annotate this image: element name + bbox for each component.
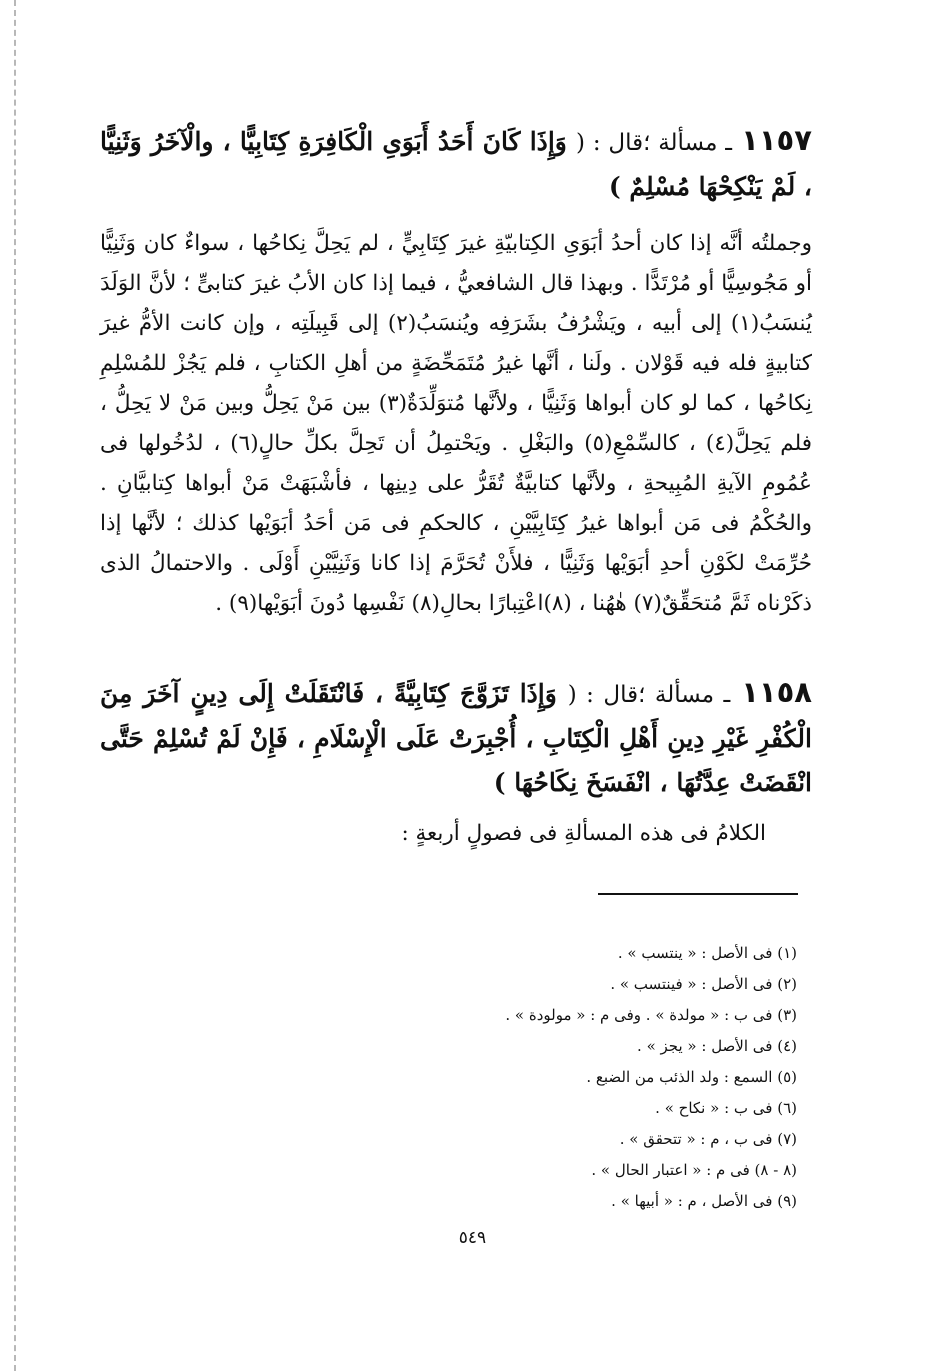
issue-text: وَإِذَا تَزَوَّجَ كِتَابِيَّةً ، فَانْتَقَلَتْ إِلَى دِينٍ آخَرَ مِنَ الْكُفْرِ غَيْرِ دِينِ أَهْلِ الْكِتَابِ ، أُجْبِرَتْ عَلَى الْإِسْلَامِ ، فَإِنْ لَمْ تُسْلِمْ حَتَّى انْقَضَتْ عِدَّتُهَا ، انْفَسَخَ نِكَاحُهَا ) — [100, 679, 812, 797]
footnote: (٣) فى ب : « مولدة » . وفى م : « مولودة » . — [505, 1006, 797, 1024]
scan-edge-mark — [14, 0, 16, 1371]
footnote: (٦) فى ب : « نكاح » . — [655, 1099, 797, 1117]
issue-1157-body: وجملتُه أنَّه إذا كان أحدُ أبَوَىِ الكِتابيّةِ غيرَ كِتَابِيٍّ ، لم يَحِلَّ نِكاحُها ، سواءٌ كان وَثَنِيًّا أو مَجُوسِيًّا أو مُرْتَدًّا . وبهذا قال الشافعيُّ ، فيما إذا كان الأبُ غيرَ كتابىٍّ ؛ لأنَّ الوَلَدَ يُنسَبُ(١) إلى أبيه ، ويَشْرُفُ بشَرَفِه ويُنسَبُ(٢) إلى قَبِيلَتِه ، وإن كانت الأمُّ غيرَ كتابيةٍ فله فيه قَوْلان . ولَنا ، أنَّها غيرُ مُتَمَحِّضَةٍ من أهلِ الكتابِ ، فلم يَجُزْ للمُسْلِمِ نِكاحُها ، كما لو كان أبواها وَثَنِيًّا ، ولأنَّها مُتوَلِّدَةٌ(٣) بين مَنْ يَحِلُّ وبين مَنْ لا يَحِلُّ ، فلم يَحِلَّ(٤) ، كالسِّمْعِ(٥) والبَغْلِ . ويَحْتمِلُ أن تَحِلَّ بكلِّ حالٍ(٦) ، لدُخُولها فى عُمُومِ الآيةِ المُبِيحةِ ، ولأنَّها كتابيَّةٌ تُقَرُّ على دِينِها ، فأشْبَهَتْ مَنْ أبواها كِتابيَّانِ . والحُكْمُ فى مَن أبواها غيرُ كِتَابِيَّيْنِ ، كالحكمِ فى مَن أحَدُ أبَوَيْها كذلك ؛ لأنَّها إذا حُرِّمَتْ لكَوْنِ أحدِ أبَوَيْها وَثَنِيًّا ، فلأَنْ تُحَرَّمَ إذا كانا وَثَنِيَّيْنِ أَوْلَى . والاحتمالُ الذى ذكَرْناه ثَمَّ مُتحَقِّقٌ(٧) هٰهُنا ، (٨)اعْتِبارًا بحالِ(٨) نَفْسِها دُونَ أبَوَيْها(٩) . — [100, 231, 813, 616]
issue-1158-intro: الكلامُ فى هذه المسألةِ فى فصولٍ أربعةٍ : — [401, 821, 766, 846]
issue-number: ١١٥٧ — [741, 123, 812, 157]
footnotes — [505, 938, 797, 1217]
footnote: (٩) فى الأصل ، م : « أبيها » . — [611, 1192, 797, 1210]
issue-label: ـ مسألة ؛قال : ( — [576, 130, 732, 156]
issue-label: ـ مسألة ؛قال : ( — [567, 682, 731, 708]
issue-1158-heading — [100, 670, 812, 805]
page-number: ٥٤٩ — [458, 1228, 487, 1248]
footnote: (٢) فى الأصل : « فينتسب » . — [610, 975, 797, 993]
footnote: (٤) فى الأصل : « يجز » . — [637, 1037, 797, 1055]
issue-1157-heading — [100, 118, 812, 209]
footnote: (٧) فى ب ، م : « تتحقق » . — [619, 1130, 797, 1148]
footnote-divider — [598, 893, 798, 895]
footnote: (٨ - ٨) فى م : « اعتبار الحال » . — [591, 1161, 797, 1179]
footnote: (١) فى الأصل : « ينتسب » . — [617, 944, 797, 962]
issue-text: وَإِذَا كَانَ أَحَدُ أَبَوَىِ الْكَافِرَةِ كِتَابِيًّا ، والْآخَرُ وَثَنِيًّا ، لَمْ يَنْكِحْهَا مُسْلِمٌ ) — [100, 127, 812, 201]
issue-number: ١١٥٨ — [741, 675, 812, 709]
footnote: (٥) السمع : ولد الذئب من الضبع . — [586, 1068, 797, 1086]
